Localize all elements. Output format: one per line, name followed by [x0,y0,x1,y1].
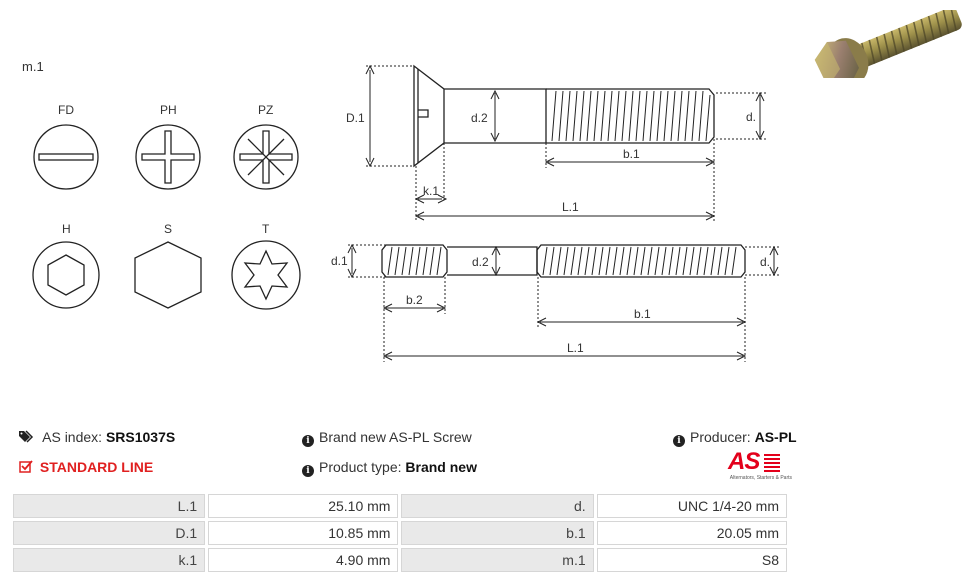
checkbox-icon [19,460,33,473]
producer-value: AS-PL [754,429,797,445]
dim-label-L1-screw: L.1 [562,200,579,214]
logo-text: AS [728,448,760,475]
tags-icon [19,430,36,443]
head-type-t [232,222,300,309]
head-type-label-s: S [164,222,173,236]
head-type-h [33,222,99,308]
table-row [13,494,787,518]
standard-line-text: STANDARD LINE [39,459,154,475]
spec-label: L.1 [13,494,205,518]
table-row [13,548,787,572]
stud-drawing [382,245,745,277]
dim-label-b1-screw: b.1 [623,147,640,161]
m1-label: m.1 [22,59,44,74]
producer [673,429,797,447]
table-row [13,521,787,545]
as-pl-logo [716,450,792,484]
head-type-pz [234,103,298,189]
dim-label-L1-stud: L.1 [567,341,584,355]
head-type-label-h: H [62,222,71,236]
dim-label-D1: D.1 [346,111,365,125]
dim-label-b1-stud: b.1 [634,307,651,321]
head-type-label-t: T [262,222,270,236]
as-index-value: SRS1037S [105,429,176,445]
dim-label-k1: k.1 [423,184,440,198]
product-type-label: Product type: [319,459,402,475]
brand-info [302,429,472,447]
spec-label: D.1 [13,521,205,545]
head-type-ph [136,103,200,189]
head-type-s [135,222,201,308]
specs-table [10,491,790,575]
spec-value: S8 [597,548,787,572]
spec-label: d. [401,494,593,518]
product-type [302,459,477,477]
as-index-label: AS index: [42,429,103,445]
as-index [19,429,175,445]
dim-label-d1-stud: d.1 [331,254,348,268]
info-icon: i [302,435,314,447]
head-type-label-fd: FD [58,103,74,117]
spec-value: 20.05 mm [597,521,787,545]
head-type-fd [34,103,98,189]
spec-value: UNC 1/4-20 mm [597,494,787,518]
spec-label: b.1 [401,521,593,545]
head-type-label-ph: PH [160,103,177,117]
logo-tagline: Alternators, Starters & Parts [729,475,792,481]
spec-value: 25.10 mm [208,494,398,518]
dim-label-d2-screw: d.2 [471,111,488,125]
dim-label-d-stud: d. [760,255,771,269]
spec-label: m.1 [401,548,593,572]
spec-value: 10.85 mm [208,521,398,545]
dim-label-d2-stud: d.2 [472,255,489,269]
info-icon: i [302,465,314,477]
brand-text: Brand new AS-PL Screw [319,429,472,445]
spec-value: 4.90 mm [208,548,398,572]
head-type-label-pz: PZ [258,103,274,117]
product-type-value: Brand new [405,459,477,475]
dim-label-d-screw: d. [746,110,757,124]
producer-label: Producer: [690,429,751,445]
spec-label: k.1 [13,548,205,572]
info-icon: i [673,435,685,447]
screw-drawing [414,66,714,166]
dim-label-b2-stud: b.2 [406,293,423,307]
standard-line [19,459,153,475]
